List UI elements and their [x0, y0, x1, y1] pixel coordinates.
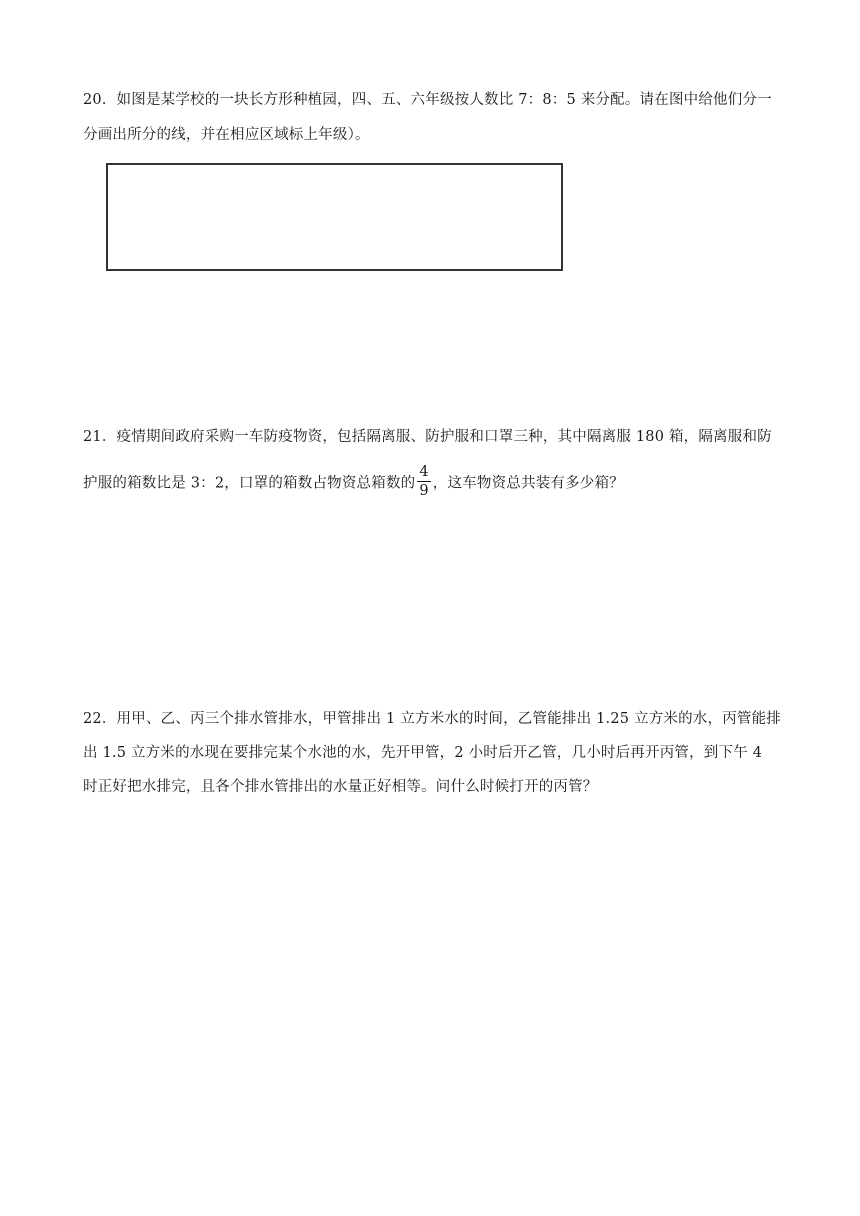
question-22-line-3: 时正好把水排完，且各个排水管排出的水量正好相等。问什么时候打开的丙管？: [83, 779, 598, 795]
fraction-denominator: 9: [419, 483, 429, 499]
question-20-line-1: 20．如图是某学校的一块长方形种植园，四、五、六年级按人数比 7：8：5 来分配。请在图中给他们分一: [83, 92, 772, 108]
garden-rectangle-drawing-area[interactable]: [106, 163, 563, 271]
fraction-four-ninths: [417, 463, 430, 500]
question-21-line-1: 21．疫情期间政府采购一车防疫物资，包括隔离服、防护服和口罩三种，其中隔离服 180 箱，隔离服和防: [83, 429, 772, 445]
question-22-line-2: 出 1.5 立方米的水现在要排完某个水池的水，先开甲管，2 小时后开乙管，几小时后再开丙管，到下午 4: [83, 745, 763, 761]
question-20-line-2: 分画出所分的线，并在相应区域标上年级）。: [83, 127, 370, 143]
question-22-line-1: 22．用甲、乙、丙三个排水管排水，甲管排出 1 立方米水的时间，乙管能排出 1.25 立方米的水，丙管能排: [83, 711, 781, 727]
fraction-numerator: 4: [419, 464, 429, 480]
question-21-text-before-fraction: 护服的箱数比是 3：2，口罩的箱数占物资总箱数的: [83, 475, 416, 492]
question-21-line-2: [83, 465, 624, 502]
question-21-text-after-fraction: ，这车物资总共装有多少箱？: [432, 475, 624, 492]
